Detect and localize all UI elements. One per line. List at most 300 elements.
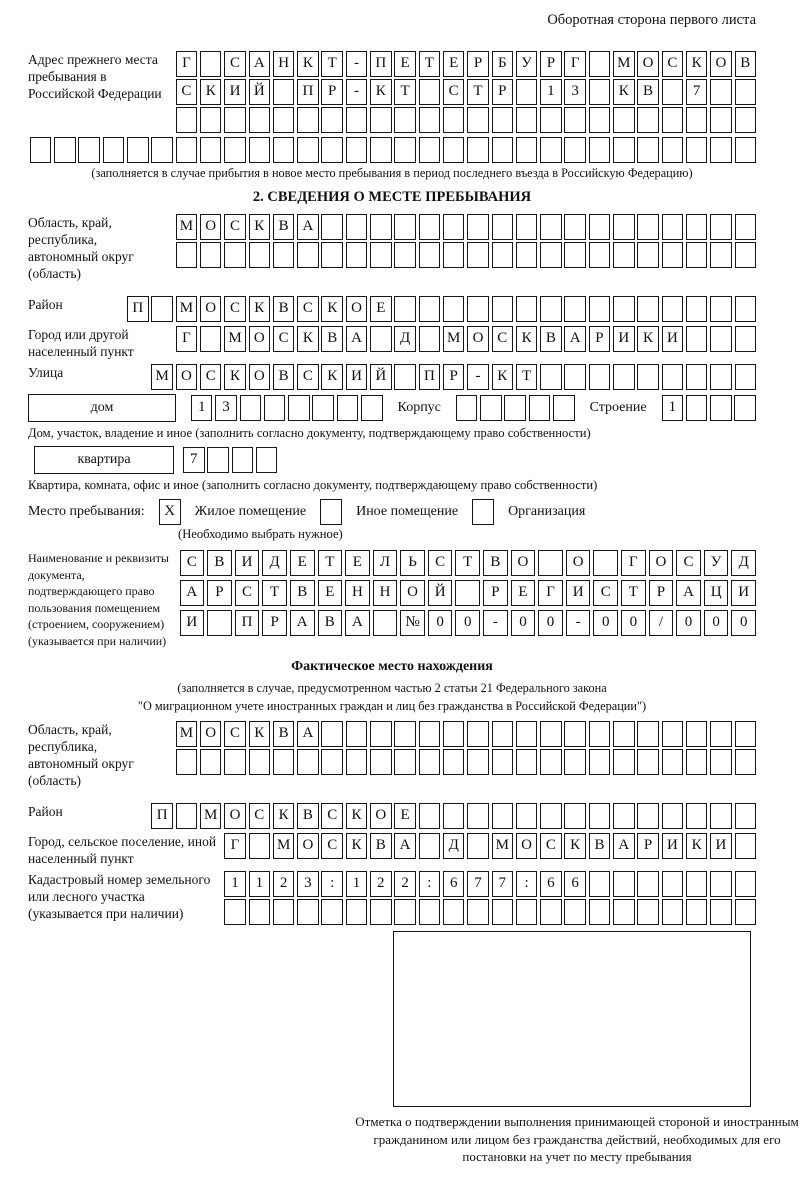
char-cell[interactable]: С xyxy=(593,580,618,606)
char-cell[interactable] xyxy=(224,242,246,268)
char-cell[interactable] xyxy=(710,107,732,133)
char-cell[interactable] xyxy=(662,296,684,322)
char-cell[interactable]: А xyxy=(180,580,205,606)
char-cell[interactable] xyxy=(735,899,757,925)
char-cell[interactable] xyxy=(176,137,198,163)
char-cell[interactable]: Р xyxy=(483,580,508,606)
char-cell[interactable]: В xyxy=(273,214,295,240)
char-cell[interactable]: С xyxy=(428,550,453,576)
char-cell[interactable]: П xyxy=(127,296,149,322)
char-cell[interactable] xyxy=(200,242,222,268)
char-cell[interactable] xyxy=(662,721,684,747)
char-cell[interactable] xyxy=(686,721,708,747)
char-cell[interactable] xyxy=(662,749,684,775)
char-cell[interactable] xyxy=(710,721,732,747)
char-cell[interactable] xyxy=(735,721,757,747)
char-cell[interactable] xyxy=(637,364,659,390)
char-cell[interactable] xyxy=(370,326,392,352)
char-cell[interactable] xyxy=(419,749,441,775)
char-cell[interactable]: О xyxy=(176,364,198,390)
char-cell[interactable] xyxy=(224,899,246,925)
char-cell[interactable] xyxy=(419,833,441,859)
char-cell[interactable]: В xyxy=(318,610,343,636)
char-cell[interactable]: Т xyxy=(394,79,416,105)
char-cell[interactable] xyxy=(273,137,295,163)
char-cell[interactable] xyxy=(710,749,732,775)
char-cell[interactable]: Р xyxy=(540,51,562,77)
char-cell[interactable] xyxy=(370,137,392,163)
char-cell[interactable] xyxy=(613,721,635,747)
char-cell[interactable] xyxy=(232,447,254,473)
char-cell[interactable]: Б xyxy=(492,51,514,77)
char-cell[interactable]: 6 xyxy=(564,871,586,897)
char-cell[interactable]: М xyxy=(224,326,246,352)
char-cell[interactable] xyxy=(394,242,416,268)
char-cell[interactable] xyxy=(394,749,416,775)
checkbox-organization[interactable] xyxy=(472,499,494,525)
char-cell[interactable]: К xyxy=(516,326,538,352)
char-cell[interactable]: 0 xyxy=(731,610,756,636)
checkbox-other-premises[interactable] xyxy=(320,499,342,525)
char-cell[interactable] xyxy=(419,242,441,268)
char-cell[interactable] xyxy=(686,871,708,897)
char-cell[interactable]: А xyxy=(290,610,315,636)
char-cell[interactable]: Е xyxy=(318,580,343,606)
char-cell[interactable] xyxy=(710,242,732,268)
char-cell[interactable]: О xyxy=(710,51,732,77)
char-cell[interactable] xyxy=(589,296,611,322)
char-cell[interactable] xyxy=(589,721,611,747)
char-cell[interactable]: О xyxy=(400,580,425,606)
char-cell[interactable] xyxy=(394,721,416,747)
char-cell[interactable] xyxy=(419,296,441,322)
char-cell[interactable] xyxy=(419,214,441,240)
char-cell[interactable] xyxy=(540,364,562,390)
char-cell[interactable] xyxy=(176,107,198,133)
char-cell[interactable] xyxy=(540,137,562,163)
char-cell[interactable]: В xyxy=(735,51,757,77)
char-cell[interactable]: И xyxy=(613,326,635,352)
char-cell[interactable]: Г xyxy=(176,51,198,77)
char-cell[interactable]: А xyxy=(394,833,416,859)
char-cell[interactable] xyxy=(321,721,343,747)
char-cell[interactable]: Г xyxy=(538,580,563,606)
char-cell[interactable]: 6 xyxy=(443,871,465,897)
char-cell[interactable] xyxy=(373,610,398,636)
char-cell[interactable]: О xyxy=(200,214,222,240)
char-cell[interactable]: О xyxy=(637,51,659,77)
char-cell[interactable] xyxy=(456,395,478,421)
char-cell[interactable] xyxy=(297,242,319,268)
char-cell[interactable]: М xyxy=(176,296,198,322)
char-cell[interactable] xyxy=(593,550,618,576)
char-cell[interactable]: Н xyxy=(345,580,370,606)
char-cell[interactable] xyxy=(540,899,562,925)
char-cell[interactable] xyxy=(710,364,732,390)
char-cell[interactable] xyxy=(256,447,278,473)
char-cell[interactable] xyxy=(443,214,465,240)
char-cell[interactable]: Е xyxy=(394,803,416,829)
char-cell[interactable]: 2 xyxy=(273,871,295,897)
char-cell[interactable] xyxy=(637,137,659,163)
char-cell[interactable] xyxy=(346,107,368,133)
char-cell[interactable] xyxy=(637,242,659,268)
char-cell[interactable]: 1 xyxy=(346,871,368,897)
char-cell[interactable] xyxy=(735,803,757,829)
char-cell[interactable] xyxy=(516,721,538,747)
char-cell[interactable] xyxy=(346,242,368,268)
char-cell[interactable] xyxy=(613,137,635,163)
char-cell[interactable] xyxy=(613,296,635,322)
char-cell[interactable] xyxy=(613,107,635,133)
char-cell[interactable] xyxy=(540,749,562,775)
char-cell[interactable]: У xyxy=(704,550,729,576)
char-cell[interactable] xyxy=(394,214,416,240)
char-cell[interactable]: - xyxy=(346,79,368,105)
char-cell[interactable] xyxy=(321,749,343,775)
char-cell[interactable] xyxy=(207,447,229,473)
char-cell[interactable]: А xyxy=(345,610,370,636)
char-cell[interactable] xyxy=(589,214,611,240)
char-cell[interactable]: 2 xyxy=(370,871,392,897)
char-cell[interactable] xyxy=(540,107,562,133)
char-cell[interactable]: 1 xyxy=(224,871,246,897)
char-cell[interactable] xyxy=(637,749,659,775)
char-cell[interactable] xyxy=(662,871,684,897)
char-cell[interactable] xyxy=(249,899,271,925)
char-cell[interactable]: 6 xyxy=(540,871,562,897)
char-cell[interactable]: И xyxy=(662,326,684,352)
char-cell[interactable] xyxy=(613,871,635,897)
char-cell[interactable]: К xyxy=(613,79,635,105)
char-cell[interactable] xyxy=(370,749,392,775)
char-cell[interactable]: Р xyxy=(443,364,465,390)
char-cell[interactable]: Д xyxy=(443,833,465,859)
char-cell[interactable]: Д xyxy=(394,326,416,352)
char-cell[interactable] xyxy=(504,395,526,421)
char-cell[interactable] xyxy=(455,580,480,606)
char-cell[interactable]: К xyxy=(564,833,586,859)
char-cell[interactable] xyxy=(419,79,441,105)
char-cell[interactable] xyxy=(249,242,271,268)
char-cell[interactable]: И xyxy=(180,610,205,636)
char-cell[interactable]: В xyxy=(273,364,295,390)
char-cell[interactable] xyxy=(127,137,149,163)
char-cell[interactable] xyxy=(297,899,319,925)
char-cell[interactable] xyxy=(492,214,514,240)
char-cell[interactable] xyxy=(200,326,222,352)
char-cell[interactable]: 2 xyxy=(394,871,416,897)
char-cell[interactable] xyxy=(540,242,562,268)
char-cell[interactable] xyxy=(273,899,295,925)
char-cell[interactable] xyxy=(492,803,514,829)
char-cell[interactable] xyxy=(637,899,659,925)
char-cell[interactable]: : xyxy=(516,871,538,897)
char-cell[interactable] xyxy=(662,242,684,268)
char-cell[interactable] xyxy=(321,107,343,133)
char-cell[interactable] xyxy=(516,242,538,268)
char-cell[interactable]: Л xyxy=(373,550,398,576)
char-cell[interactable]: С xyxy=(540,833,562,859)
char-cell[interactable]: К xyxy=(370,79,392,105)
char-cell[interactable]: К xyxy=(686,833,708,859)
char-cell[interactable]: К xyxy=(200,79,222,105)
char-cell[interactable]: К xyxy=(686,51,708,77)
char-cell[interactable] xyxy=(443,296,465,322)
char-cell[interactable] xyxy=(516,899,538,925)
char-cell[interactable]: С xyxy=(676,550,701,576)
char-cell[interactable] xyxy=(662,79,684,105)
char-cell[interactable] xyxy=(564,721,586,747)
char-cell[interactable] xyxy=(321,242,343,268)
char-cell[interactable] xyxy=(467,833,489,859)
char-cell[interactable]: А xyxy=(564,326,586,352)
char-cell[interactable]: В xyxy=(321,326,343,352)
char-cell[interactable] xyxy=(467,899,489,925)
char-cell[interactable] xyxy=(419,107,441,133)
char-cell[interactable]: О xyxy=(511,550,536,576)
char-cell[interactable] xyxy=(419,721,441,747)
char-cell[interactable]: К xyxy=(224,364,246,390)
char-cell[interactable] xyxy=(151,137,173,163)
char-cell[interactable]: Н xyxy=(373,580,398,606)
char-cell[interactable] xyxy=(662,107,684,133)
char-cell[interactable] xyxy=(686,242,708,268)
char-cell[interactable] xyxy=(419,326,441,352)
char-cell[interactable]: Т xyxy=(455,550,480,576)
char-cell[interactable]: К xyxy=(492,364,514,390)
char-cell[interactable] xyxy=(224,749,246,775)
char-cell[interactable]: В xyxy=(273,296,295,322)
char-cell[interactable]: Ь xyxy=(400,550,425,576)
char-cell[interactable] xyxy=(346,721,368,747)
char-cell[interactable]: И xyxy=(662,833,684,859)
char-cell[interactable]: И xyxy=(346,364,368,390)
char-cell[interactable]: А xyxy=(676,580,701,606)
char-cell[interactable] xyxy=(394,364,416,390)
char-cell[interactable]: С xyxy=(224,296,246,322)
char-cell[interactable] xyxy=(637,803,659,829)
char-cell[interactable]: П xyxy=(297,79,319,105)
char-cell[interactable] xyxy=(686,107,708,133)
char-cell[interactable] xyxy=(394,296,416,322)
char-cell[interactable] xyxy=(78,137,100,163)
char-cell[interactable]: И xyxy=(731,580,756,606)
char-cell[interactable] xyxy=(686,395,708,421)
char-cell[interactable]: Д xyxy=(731,550,756,576)
char-cell[interactable]: О xyxy=(297,833,319,859)
char-cell[interactable] xyxy=(492,242,514,268)
char-cell[interactable] xyxy=(686,214,708,240)
char-cell[interactable] xyxy=(735,749,757,775)
char-cell[interactable]: М xyxy=(613,51,635,77)
char-cell[interactable] xyxy=(735,296,757,322)
char-cell[interactable]: И xyxy=(235,550,260,576)
char-cell[interactable]: О xyxy=(370,803,392,829)
char-cell[interactable] xyxy=(540,803,562,829)
char-cell[interactable] xyxy=(735,833,757,859)
char-cell[interactable] xyxy=(346,899,368,925)
char-cell[interactable] xyxy=(613,364,635,390)
char-cell[interactable]: С xyxy=(321,803,343,829)
char-cell[interactable] xyxy=(224,137,246,163)
char-cell[interactable]: - xyxy=(467,364,489,390)
char-cell[interactable]: Г xyxy=(621,550,646,576)
char-cell[interactable]: С xyxy=(235,580,260,606)
char-cell[interactable]: В xyxy=(273,721,295,747)
char-cell[interactable]: Е xyxy=(511,580,536,606)
char-cell[interactable] xyxy=(564,749,586,775)
char-cell[interactable] xyxy=(589,51,611,77)
char-cell[interactable]: В xyxy=(483,550,508,576)
char-cell[interactable] xyxy=(589,137,611,163)
char-cell[interactable] xyxy=(492,107,514,133)
char-cell[interactable] xyxy=(686,326,708,352)
char-cell[interactable] xyxy=(540,214,562,240)
char-cell[interactable]: С xyxy=(273,326,295,352)
char-cell[interactable] xyxy=(346,214,368,240)
char-cell[interactable] xyxy=(273,749,295,775)
char-cell[interactable] xyxy=(686,364,708,390)
char-cell[interactable]: Р xyxy=(649,580,674,606)
char-cell[interactable]: С xyxy=(176,79,198,105)
char-cell[interactable]: В xyxy=(207,550,232,576)
char-cell[interactable]: - xyxy=(346,51,368,77)
char-cell[interactable]: К xyxy=(249,214,271,240)
char-cell[interactable]: 1 xyxy=(662,395,684,421)
char-cell[interactable]: П xyxy=(370,51,392,77)
char-cell[interactable]: С xyxy=(224,214,246,240)
char-cell[interactable] xyxy=(710,214,732,240)
char-cell[interactable] xyxy=(467,107,489,133)
char-cell[interactable] xyxy=(735,326,757,352)
char-cell[interactable] xyxy=(564,214,586,240)
char-cell[interactable] xyxy=(613,749,635,775)
char-cell[interactable] xyxy=(516,214,538,240)
char-cell[interactable]: С xyxy=(224,51,246,77)
char-cell[interactable]: Е xyxy=(443,51,465,77)
char-cell[interactable]: К xyxy=(273,803,295,829)
char-cell[interactable]: С xyxy=(492,326,514,352)
char-cell[interactable]: К xyxy=(637,326,659,352)
char-cell[interactable] xyxy=(312,395,334,421)
char-cell[interactable] xyxy=(540,721,562,747)
char-cell[interactable] xyxy=(443,721,465,747)
char-cell[interactable] xyxy=(297,107,319,133)
char-cell[interactable] xyxy=(516,79,538,105)
char-cell[interactable] xyxy=(710,803,732,829)
char-cell[interactable] xyxy=(207,610,232,636)
char-cell[interactable] xyxy=(710,296,732,322)
char-cell[interactable] xyxy=(443,749,465,775)
char-cell[interactable]: К xyxy=(249,721,271,747)
char-cell[interactable] xyxy=(249,107,271,133)
char-cell[interactable]: Ц xyxy=(704,580,729,606)
char-cell[interactable]: Т xyxy=(318,550,343,576)
char-cell[interactable] xyxy=(249,137,271,163)
char-cell[interactable] xyxy=(589,749,611,775)
char-cell[interactable] xyxy=(637,214,659,240)
char-cell[interactable]: О xyxy=(224,803,246,829)
char-cell[interactable]: Й xyxy=(249,79,271,105)
char-cell[interactable] xyxy=(516,803,538,829)
char-cell[interactable]: Е xyxy=(290,550,315,576)
char-cell[interactable]: И xyxy=(224,79,246,105)
char-cell[interactable] xyxy=(467,721,489,747)
char-cell[interactable]: Й xyxy=(428,580,453,606)
char-cell[interactable]: С xyxy=(297,296,319,322)
char-cell[interactable] xyxy=(370,214,392,240)
char-cell[interactable] xyxy=(516,137,538,163)
char-cell[interactable]: 0 xyxy=(676,610,701,636)
char-cell[interactable]: С xyxy=(200,364,222,390)
char-cell[interactable]: К xyxy=(346,803,368,829)
char-cell[interactable] xyxy=(564,899,586,925)
char-cell[interactable] xyxy=(662,214,684,240)
char-cell[interactable] xyxy=(710,137,732,163)
char-cell[interactable] xyxy=(200,51,222,77)
char-cell[interactable]: Т xyxy=(516,364,538,390)
char-cell[interactable]: 0 xyxy=(428,610,453,636)
char-cell[interactable]: В xyxy=(637,79,659,105)
char-cell[interactable] xyxy=(467,214,489,240)
char-cell[interactable]: И xyxy=(710,833,732,859)
char-cell[interactable] xyxy=(249,749,271,775)
char-cell[interactable] xyxy=(735,107,757,133)
char-cell[interactable] xyxy=(492,721,514,747)
char-cell[interactable]: П xyxy=(235,610,260,636)
char-cell[interactable]: 0 xyxy=(538,610,563,636)
char-cell[interactable]: М xyxy=(273,833,295,859)
char-cell[interactable] xyxy=(394,137,416,163)
char-cell[interactable]: Е xyxy=(394,51,416,77)
char-cell[interactable]: Г xyxy=(224,833,246,859)
char-cell[interactable]: О xyxy=(200,296,222,322)
char-cell[interactable]: Р xyxy=(467,51,489,77)
char-cell[interactable]: - xyxy=(566,610,591,636)
char-cell[interactable] xyxy=(662,803,684,829)
char-cell[interactable]: Е xyxy=(370,296,392,322)
char-cell[interactable] xyxy=(321,137,343,163)
char-cell[interactable] xyxy=(637,721,659,747)
char-cell[interactable]: С xyxy=(249,803,271,829)
char-cell[interactable] xyxy=(467,803,489,829)
char-cell[interactable] xyxy=(538,550,563,576)
char-cell[interactable] xyxy=(151,296,173,322)
char-cell[interactable]: К xyxy=(346,833,368,859)
char-cell[interactable]: К xyxy=(297,51,319,77)
char-cell[interactable]: Д xyxy=(262,550,287,576)
char-cell[interactable] xyxy=(200,749,222,775)
char-cell[interactable]: Г xyxy=(176,326,198,352)
char-cell[interactable]: 0 xyxy=(455,610,480,636)
char-cell[interactable]: 0 xyxy=(593,610,618,636)
char-cell[interactable] xyxy=(540,296,562,322)
char-cell[interactable]: П xyxy=(151,803,173,829)
char-cell[interactable] xyxy=(516,749,538,775)
char-cell[interactable] xyxy=(321,214,343,240)
char-cell[interactable] xyxy=(370,242,392,268)
char-cell[interactable] xyxy=(564,296,586,322)
char-cell[interactable]: А xyxy=(613,833,635,859)
char-cell[interactable] xyxy=(176,803,198,829)
char-cell[interactable] xyxy=(662,364,684,390)
char-cell[interactable] xyxy=(273,242,295,268)
char-cell[interactable] xyxy=(589,364,611,390)
char-cell[interactable] xyxy=(200,107,222,133)
char-cell[interactable] xyxy=(589,899,611,925)
char-cell[interactable]: О xyxy=(566,550,591,576)
